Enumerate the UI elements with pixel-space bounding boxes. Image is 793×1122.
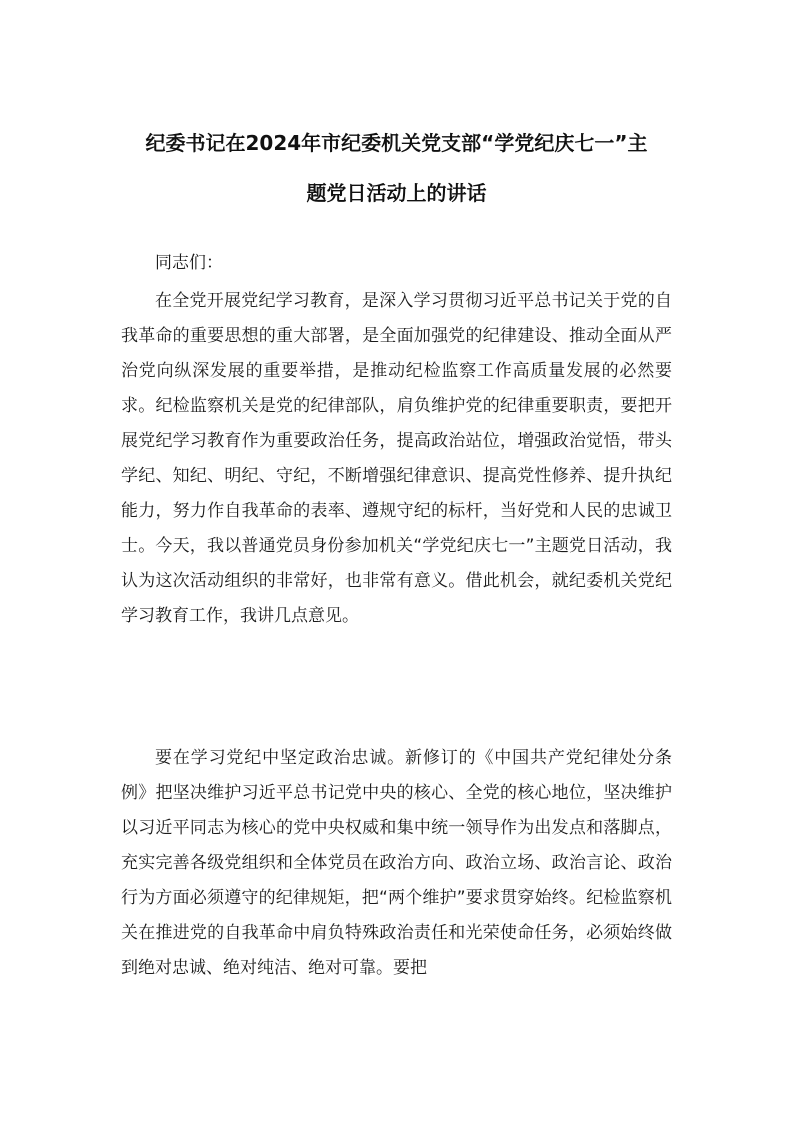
greeting-block bbox=[121, 246, 672, 281]
paragraph-block-2 bbox=[121, 741, 672, 986]
paragraph: 要在学习党纪中坚定政治忠诚。新修订的《中国共产党纪律处分条例》把坚决维护习近平总书记党中央的核心、全党的核心地位，坚决维护以习近平同志为核心的党中央权威和集中统一领导作为出发点和落脚点，充实完善各级党组织和全体党员在政治方向、政治立场、政治言论、政治行为方面必须遵守的纪律规矩，把“两个维护”要求贯穿始终。纪检监察机关在推进党的自我革命中肩负特殊政治责任和光荣使命任务，必须始终做到绝对忠诚、绝对纯洁、绝对可靠。要把 bbox=[121, 748, 672, 978]
paragraph: 在全党开展党纪学习教育，是深入学习贯彻习近平总书记关于党的自我革命的重要思想的重大部署，是全面加强党的纪律建设、推动全面从严治党向纵深发展的重要举措，是推动纪检监察工作高质量发展的必然要求。纪检监察机关是党的纪律部队，肩负维护党的纪律重要职责，要把开展党纪学习教育作为重要政治任务，提高政治站位，增强政治觉悟，带头学纪、知纪、明纪、守纪，不断增强纪律意识、提高党性修养、提升执纪能力，努力作自我革命的表率、遵规守纪的标杆，当好党和人民的忠诚卫士。今天，我以普通党员身份参加机关“学党纪庆七一”主题党日活动，我认为这次活动组织的非常好，也非常有意义。借此机会，就纪委机关党纪学习教育工作，我讲几点意见。 bbox=[121, 291, 672, 626]
document-title-line-1: 纪委书记在2024年市纪委机关党支部“学党纪庆七一”主 bbox=[145, 131, 648, 155]
document-title-line-2: 题党日活动上的讲话 bbox=[306, 181, 487, 205]
greeting: 同志们： bbox=[155, 253, 223, 273]
paragraph-block-1 bbox=[121, 284, 672, 634]
